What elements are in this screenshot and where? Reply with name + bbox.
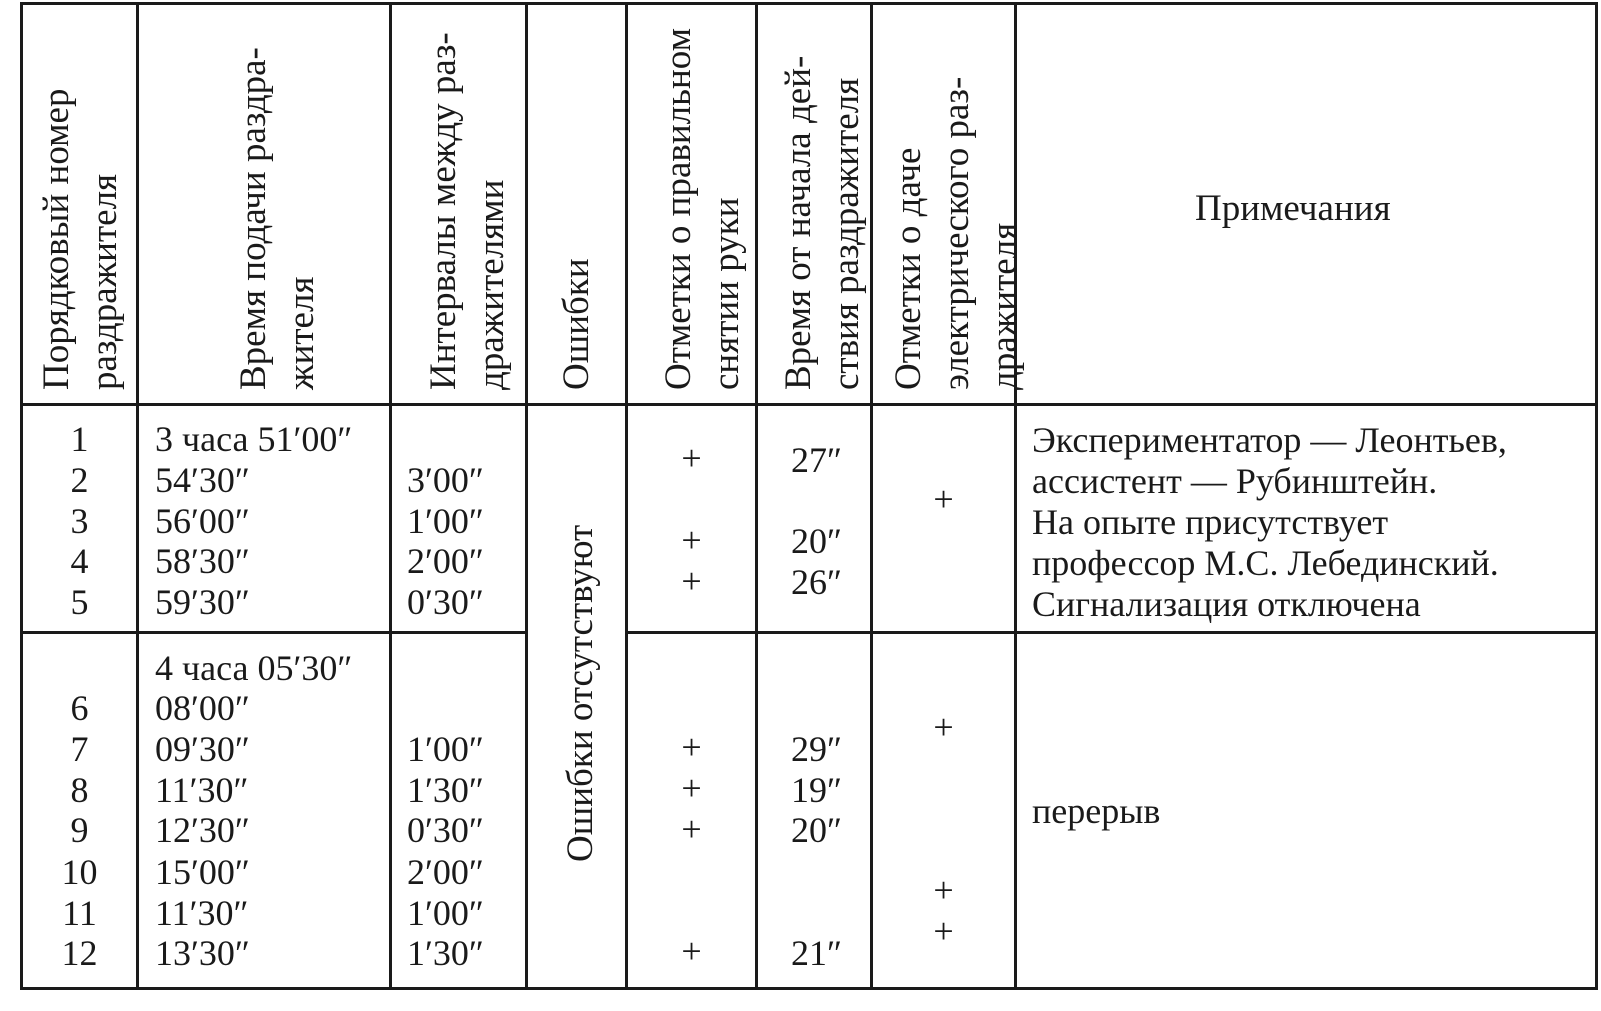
g1-reaction: 20″	[791, 521, 842, 561]
g2-reaction: 19″	[791, 770, 842, 810]
header-reaction-time: Время от начала дей- ствия раздражителя	[778, 55, 867, 390]
g2-interval: 1′00″	[407, 893, 484, 933]
group-divider-b	[625, 631, 1598, 634]
g2-number: 8	[70, 770, 89, 810]
g2-number: 6	[70, 688, 89, 728]
g2-time: 12′30″	[155, 810, 250, 850]
g1-notes: Экспериментатор — Леонтьев, ассистент — Рубинштейн. На опыте присутствует профессор М.С. Лебединский. Сигнализация отключена	[1032, 420, 1507, 624]
col-divider-2	[389, 2, 392, 990]
g2-mark: +	[681, 727, 702, 767]
g1-interval: 2′00″	[407, 541, 484, 581]
g2-electric: +	[933, 870, 954, 910]
g2-electric: +	[933, 911, 954, 951]
g1-number: 1	[70, 419, 89, 459]
g2-number: 11	[62, 893, 97, 933]
g1-number: 2	[70, 460, 89, 500]
g2-time: 15′00″	[155, 852, 250, 892]
header-serial-number: Порядковый номер раздражителя	[36, 88, 125, 390]
header-hand-removal-marks: Отметки о правильном снятии руки	[658, 27, 747, 390]
g2-time: 08′00″	[155, 688, 250, 728]
g1-number: 4	[70, 541, 89, 581]
header-stimulus-time: Время подачи раздра- жителя	[233, 47, 322, 390]
g1-time: 58′30″	[155, 541, 250, 581]
g1-reaction: 27″	[791, 440, 842, 480]
table-border-right	[1595, 2, 1598, 990]
header-notes: Примечания	[1195, 188, 1391, 229]
g2-time: 11′30″	[155, 770, 249, 810]
g1-reaction: 26″	[791, 562, 842, 602]
g1-interval: 0′30″	[407, 582, 484, 622]
g1-mark: +	[681, 520, 702, 560]
table-border-top	[20, 2, 1598, 5]
g2-interval: 2′00″	[407, 852, 484, 892]
g2-number: 7	[70, 729, 89, 769]
col-divider-5	[755, 2, 758, 990]
g2-number: 12	[61, 933, 98, 973]
g2-number: 9	[70, 810, 89, 850]
g2-time: 13′30″	[155, 933, 250, 973]
g2-time: 09′30″	[155, 729, 250, 769]
header-errors: Ошибки	[556, 258, 597, 390]
g1-electric: +	[933, 479, 954, 519]
g1-mark: +	[681, 438, 702, 478]
g2-interval: 1′30″	[407, 933, 484, 973]
header-divider	[20, 403, 1598, 406]
g2-notes: перерыв	[1032, 791, 1161, 831]
col-divider-3	[525, 2, 528, 990]
g2-reaction: 29″	[791, 729, 842, 769]
g2-interval: 1′30″	[407, 770, 484, 810]
g2-mark: +	[681, 931, 702, 971]
g1-interval: 1′00″	[407, 501, 484, 541]
g1-mark: +	[681, 561, 702, 601]
errors-merged-cell: Ошибки отсутствуют	[560, 524, 601, 862]
group-divider-a	[20, 631, 528, 634]
g2-interval: 1′00″	[407, 729, 484, 769]
g2-number: 10	[61, 852, 98, 892]
g1-number: 5	[70, 582, 89, 622]
g2-interval: 0′30″	[407, 810, 484, 850]
header-electric-marks: Отметки о даче электрического раз- дражителя	[888, 76, 1025, 390]
col-divider-1	[136, 2, 139, 990]
header-intervals: Интервалы между раз- дражителями	[423, 32, 512, 390]
g1-time: 56′00″	[155, 501, 250, 541]
g1-interval: 3′00″	[407, 460, 484, 500]
g1-time: 54′30″	[155, 460, 250, 500]
g2-reaction: 21″	[791, 933, 842, 973]
g2-header-time: 4 часа 05′30″	[155, 648, 353, 688]
g2-reaction: 20″	[791, 810, 842, 850]
g2-electric: +	[933, 707, 954, 747]
g2-mark: +	[681, 768, 702, 808]
g2-time: 11′30″	[155, 893, 249, 933]
g1-time: 3 часа 51′00″	[155, 419, 353, 459]
table-border-bottom	[20, 987, 1598, 990]
g1-time: 59′30″	[155, 582, 250, 622]
g1-number: 3	[70, 501, 89, 541]
g2-mark: +	[681, 809, 702, 849]
